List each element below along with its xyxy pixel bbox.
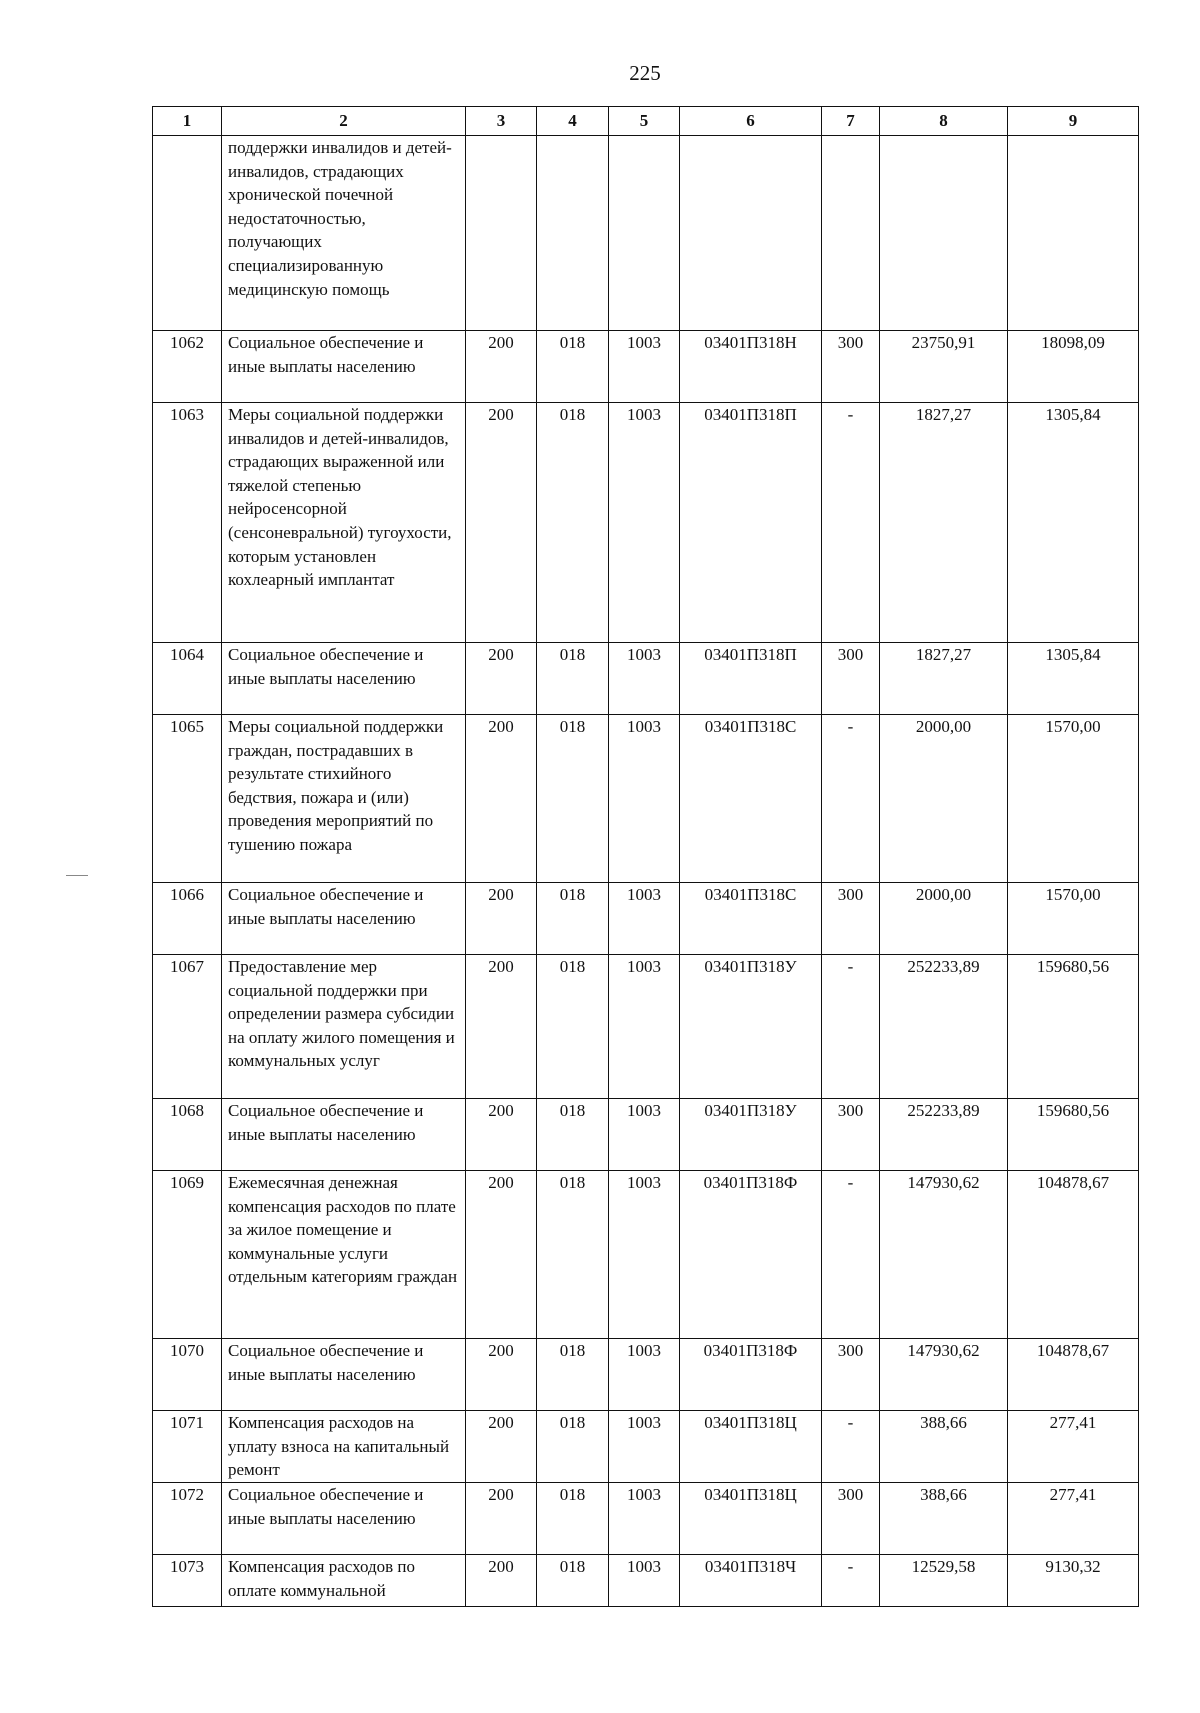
budget-table [152,106,1139,1607]
row-col5: 1003 [609,715,680,883]
table-row [153,715,1139,883]
row-name: Меры социальной поддержки инвалидов и детей-инвалидов, страдающих выраженной или тяжелой степенью нейросенсорной (сенсоневральной) тугоухости, которым установлен кохлеарный имплантат [222,403,466,643]
row-name: Социальное обеспечение и иные выплаты населению [222,883,466,955]
row-number: 1073 [153,1555,222,1607]
row-name: поддержки инвалидов и детей-инвалидов, страдающих хронической почечной недостаточностью, получающих специализированную медицинскую помощь [222,136,466,331]
row-name: Социальное обеспечение и иные выплаты населению [222,1339,466,1411]
scan-artifact [66,875,88,876]
row-col3: 200 [466,1099,537,1171]
row-col4: 018 [537,331,609,403]
table-body [153,136,1139,1607]
row-name: Социальное обеспечение и иные выплаты населению [222,1483,466,1555]
row-col6: 03401П318С [680,715,822,883]
row-col5: 1003 [609,1483,680,1555]
column-header-8: 8 [880,107,1008,136]
row-col8: 147930,62 [880,1339,1008,1411]
row-col7: 300 [822,643,880,715]
row-col3: 200 [466,715,537,883]
row-col9: 159680,56 [1008,955,1139,1099]
row-col4: 018 [537,1171,609,1339]
row-number: 1070 [153,1339,222,1411]
row-col7: 300 [822,883,880,955]
row-number [153,136,222,331]
row-col4: 018 [537,883,609,955]
row-col4: 018 [537,1555,609,1607]
table-row [153,136,1139,331]
row-col9: 104878,67 [1008,1339,1139,1411]
row-col6: 03401П318С [680,883,822,955]
row-col3: 200 [466,1339,537,1411]
row-col5: 1003 [609,643,680,715]
row-col9: 1570,00 [1008,883,1139,955]
row-col8: 1827,27 [880,403,1008,643]
row-col3: 200 [466,1411,537,1483]
row-col6: 03401П318У [680,955,822,1099]
row-col7: - [822,1555,880,1607]
row-col7: - [822,403,880,643]
row-col4 [537,136,609,331]
row-col6: 03401П318Ч [680,1555,822,1607]
row-number: 1066 [153,883,222,955]
column-header-5: 5 [609,107,680,136]
row-col6: 03401П318Ф [680,1339,822,1411]
row-col6: 03401П318П [680,403,822,643]
row-name: Компенсация расходов по оплате коммунальной [222,1555,466,1607]
table-row [153,1339,1139,1411]
row-col6: 03401П318Ц [680,1411,822,1483]
row-col7: - [822,1171,880,1339]
row-col5: 1003 [609,331,680,403]
row-col9: 1305,84 [1008,643,1139,715]
table-row [153,955,1139,1099]
row-col7: - [822,715,880,883]
row-col8: 252233,89 [880,1099,1008,1171]
row-number: 1072 [153,1483,222,1555]
column-header-7: 7 [822,107,880,136]
row-name: Предоставление мер социальной поддержки при определении размера субсидии на оплату жилого помещения и коммунальных услуг [222,955,466,1099]
row-number: 1069 [153,1171,222,1339]
row-col7: 300 [822,331,880,403]
row-col4: 018 [537,403,609,643]
row-col8: 23750,91 [880,331,1008,403]
row-col8: 2000,00 [880,883,1008,955]
row-col7 [822,136,880,331]
row-col4: 018 [537,1099,609,1171]
row-col4: 018 [537,1483,609,1555]
column-header-6: 6 [680,107,822,136]
table-row [153,331,1139,403]
row-col3: 200 [466,883,537,955]
row-col5: 1003 [609,883,680,955]
row-col9: 277,41 [1008,1411,1139,1483]
row-number: 1063 [153,403,222,643]
row-number: 1062 [153,331,222,403]
table-row [153,1099,1139,1171]
page-number: 225 [629,61,661,85]
column-header-4: 4 [537,107,609,136]
row-number: 1067 [153,955,222,1099]
column-header-3: 3 [466,107,537,136]
row-col8: 388,66 [880,1483,1008,1555]
row-col5: 1003 [609,955,680,1099]
row-col8: 388,66 [880,1411,1008,1483]
row-col3 [466,136,537,331]
row-col3: 200 [466,331,537,403]
row-name: Меры социальной поддержки граждан, пострадавших в результате стихийного бедствия, пожара и (или) проведения мероприятий по тушению пожара [222,715,466,883]
row-col9: 1570,00 [1008,715,1139,883]
row-number: 1065 [153,715,222,883]
row-col3: 200 [466,403,537,643]
row-col4: 018 [537,955,609,1099]
row-col6: 03401П318П [680,643,822,715]
table-row [153,403,1139,643]
row-col7: 300 [822,1339,880,1411]
row-col6 [680,136,822,331]
row-col7: - [822,955,880,1099]
row-col6: 03401П318У [680,1099,822,1171]
row-col6: 03401П318Ц [680,1483,822,1555]
row-col4: 018 [537,643,609,715]
row-col9: 159680,56 [1008,1099,1139,1171]
header-row [153,107,1139,136]
row-name: Социальное обеспечение и иные выплаты населению [222,643,466,715]
row-col8: 252233,89 [880,955,1008,1099]
row-col7: - [822,1411,880,1483]
row-col3: 200 [466,1171,537,1339]
row-col7: 300 [822,1099,880,1171]
row-col8: 12529,58 [880,1555,1008,1607]
row-col4: 018 [537,1339,609,1411]
row-col5: 1003 [609,1339,680,1411]
column-header-2: 2 [222,107,466,136]
row-col8: 2000,00 [880,715,1008,883]
row-col5 [609,136,680,331]
row-col8 [880,136,1008,331]
row-col3: 200 [466,643,537,715]
row-col3: 200 [466,1555,537,1607]
row-col8: 1827,27 [880,643,1008,715]
row-col5: 1003 [609,1099,680,1171]
row-name: Ежемесячная денежная компенсация расходов по плате за жилое помещение и коммунальные услуги отдельным категориям граждан [222,1171,466,1339]
row-col9: 1305,84 [1008,403,1139,643]
row-col5: 1003 [609,1171,680,1339]
table-row [153,1555,1139,1607]
table-row [153,643,1139,715]
table-row [153,883,1139,955]
column-header-1: 1 [153,107,222,136]
row-col4: 018 [537,715,609,883]
row-number: 1068 [153,1099,222,1171]
row-col5: 1003 [609,403,680,643]
table-header [153,107,1139,136]
row-col4: 018 [537,1411,609,1483]
row-col9: 9130,32 [1008,1555,1139,1607]
row-number: 1071 [153,1411,222,1483]
row-col7: 300 [822,1483,880,1555]
row-col9: 277,41 [1008,1483,1139,1555]
row-name: Компенсация расходов на уплату взноса на капитальный ремонт [222,1411,466,1483]
row-col5: 1003 [609,1555,680,1607]
row-col9 [1008,136,1139,331]
table-row [153,1411,1139,1483]
row-number: 1064 [153,643,222,715]
row-col3: 200 [466,955,537,1099]
row-col5: 1003 [609,1411,680,1483]
row-col3: 200 [466,1483,537,1555]
row-col8: 147930,62 [880,1171,1008,1339]
row-col6: 03401П318Ф [680,1171,822,1339]
table-row [153,1171,1139,1339]
row-name: Социальное обеспечение и иные выплаты населению [222,1099,466,1171]
row-col9: 104878,67 [1008,1171,1139,1339]
row-name: Социальное обеспечение и иные выплаты населению [222,331,466,403]
table-row [153,1483,1139,1555]
row-col6: 03401П318Н [680,331,822,403]
row-col9: 18098,09 [1008,331,1139,403]
column-header-9: 9 [1008,107,1139,136]
